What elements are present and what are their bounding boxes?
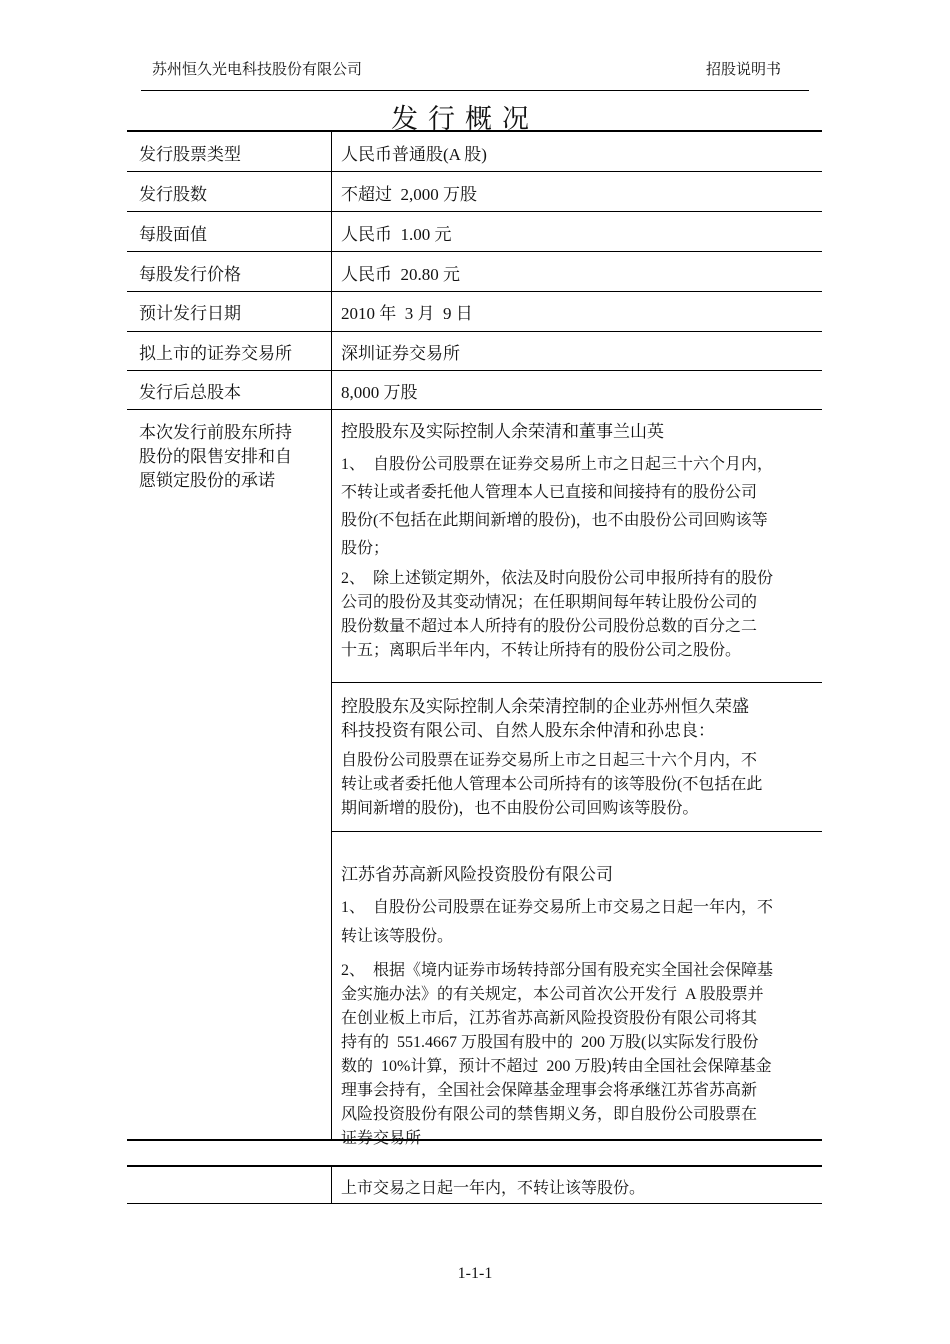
lockup-section3-heading: 江苏省苏高新风险投资股份有限公司 (341, 865, 613, 884)
continuation-column-divider (331, 1166, 332, 1203)
continuation-text: 上市交易之日起一年内，不转让该等股份。 (341, 1180, 646, 1197)
section-divider (331, 831, 822, 832)
header-company: 苏州恒久光电科技股份有限公司 (152, 62, 363, 78)
lockup-section3-para1: 1、 自股份公司股票在证券交易所上市交易之日起一年内，不 转让该等股份。 (341, 899, 774, 945)
continuation-bottom-border (127, 1203, 822, 1204)
header-divider (141, 90, 809, 91)
row-value-exchange: 深圳证券交易所 (341, 344, 460, 363)
row-value-stock-type: 人民币普通股(A 股) (341, 145, 487, 164)
row-label-share-count: 发行股数 (139, 185, 207, 204)
lockup-section1-para2: 2、 除上述锁定期外，依法及时向股份公司申报所持有的股份 公司的股份及其变动情况；在任职期间每年转让股份公司的 股份数量不超过本人所持有的股份公司股份总数的百分之二 十五；离职后半年内，不转让所持有的股份公司之股份。 (341, 570, 774, 659)
row-divider (127, 171, 822, 172)
table-top-border (127, 130, 822, 132)
row-label-issue-price: 每股发行价格 (139, 265, 241, 284)
row-label-stock-type: 发行股票类型 (139, 145, 241, 164)
column-divider (331, 131, 332, 1140)
row-value-issue-price: 人民币 20.80 元 (341, 265, 460, 284)
lockup-section2-heading: 控股股东及实际控制人余荣清控制的企业苏州恒久荣盛 科技投资有限公司、自然人股东余仲清和孙忠良： (341, 697, 749, 740)
header-doc-type: 招股说明书 (706, 62, 782, 78)
lockup-section1-heading: 控股股东及实际控制人余荣清和董事兰山英 (341, 422, 664, 441)
lockup-section1-para1: 1、 自股份公司股票在证券交易所上市之日起三十六个月内， 不转让或者委托他人管理本人已直接和间接持有的股份公司 股份(不包括在此期间新增的股份)，也不由股份公司回购该等 股份； (341, 456, 774, 557)
row-divider (127, 291, 822, 292)
row-label-lockup: 本次发行前股东所持 股份的限售安排和自 愿锁定股份的承诺 (139, 423, 292, 490)
continuation-top-border (127, 1165, 822, 1167)
page-number: 1-1-1 (457, 1265, 493, 1282)
row-divider (127, 211, 822, 212)
row-label-exchange: 拟上市的证券交易所 (139, 344, 292, 363)
section-divider (331, 682, 822, 683)
page-title: 发行概况 (391, 104, 539, 134)
row-divider (127, 370, 822, 371)
lockup-section2-para1: 自股份公司股票在证券交易所上市之日起三十六个月内，不 转让或者委托他人管理本公司所持有的该等股份(不包括在此 期间新增的股份)，也不由股份公司回购该等股份。 (341, 752, 763, 817)
lockup-section3-para2: 2、 根据《境内证券市场转持部分国有股充实全国社会保障基 金实施办法》的有关规定，本公司首次公开发行 A 股股票并 在创业板上市后，江苏省苏高新风险投资股份有限公司将其 持有的 551.4667 万股国有股中的 200 万股(以实际发行股份 数的 10%计算，预计不超过 200 万股)转由全国社会保障基金 理事会持有，全国社会保障基金理事会将承继江苏省苏高新 风险投资股份有限公司的禁售期义务，即自股份公司股票在 证券交易所 (341, 962, 774, 1147)
row-value-share-count: 不超过 2,000 万股 (341, 185, 477, 204)
row-value-total-shares: 8,000 万股 (341, 383, 418, 402)
row-label-total-shares: 发行后总股本 (139, 383, 241, 402)
row-divider (127, 251, 822, 252)
row-divider (127, 409, 822, 410)
row-value-issue-date: 2010 年 3 月 9 日 (341, 304, 473, 323)
row-label-par-value: 每股面值 (139, 225, 207, 244)
row-value-par-value: 人民币 1.00 元 (341, 225, 452, 244)
row-label-issue-date: 预计发行日期 (139, 304, 241, 323)
row-divider (127, 331, 822, 332)
